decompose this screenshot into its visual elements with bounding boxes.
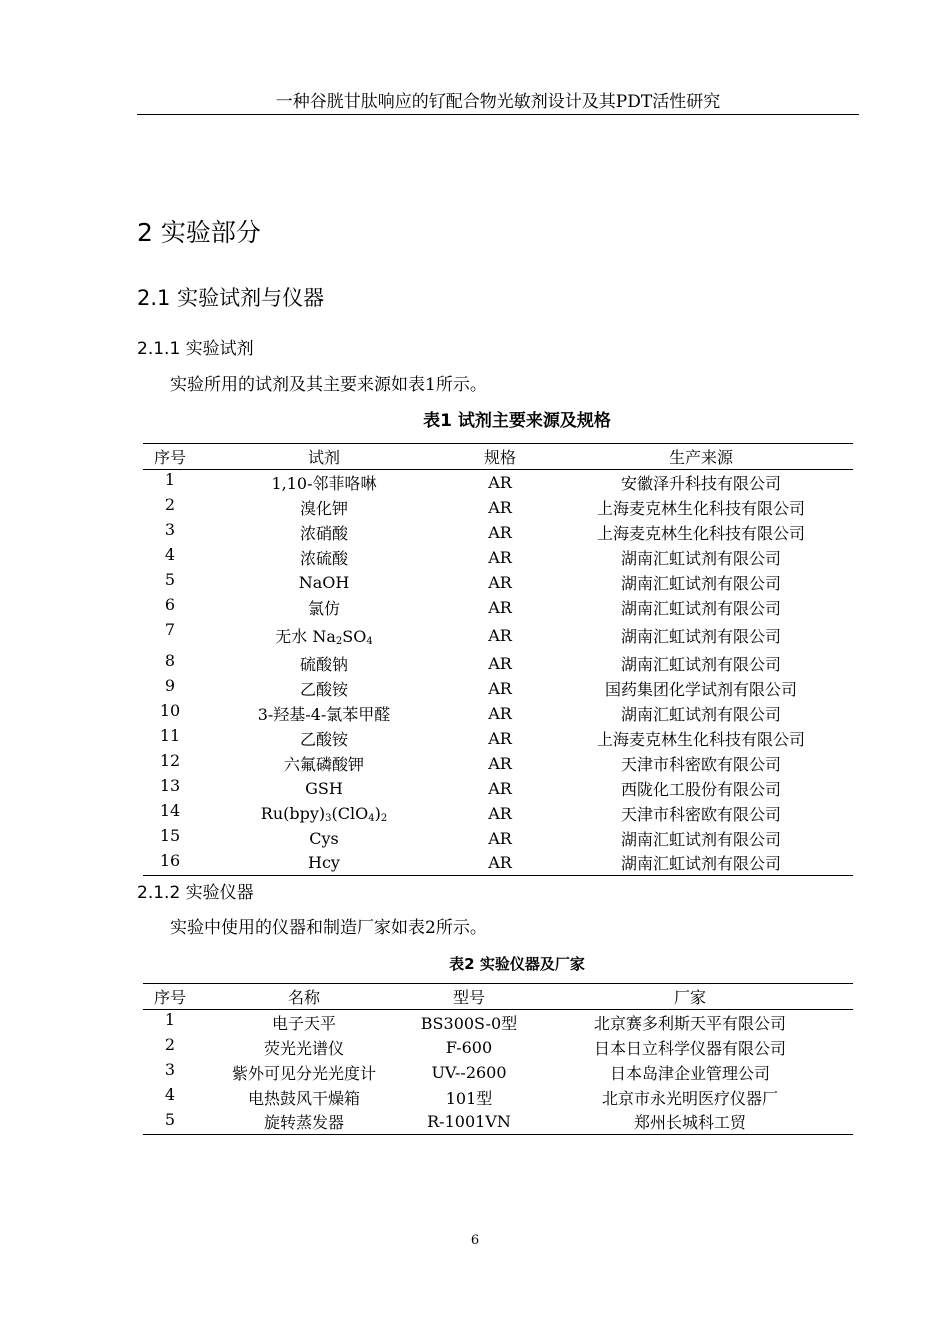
reagents-intro: 实验所用的试剂及其主要来源如表1所示。: [170, 375, 487, 395]
table-row: [143, 726, 853, 751]
maker-cell: 北京赛多利斯天平有限公司: [593, 1013, 786, 1033]
subscript: 3: [325, 812, 332, 824]
source-cell: 安徽泽升科技有限公司: [620, 473, 781, 493]
row-number-cell: 9: [164, 675, 176, 695]
row-number-cell: 6: [164, 594, 176, 614]
source-cell: 上海麦克林生化科技有限公司: [596, 729, 805, 749]
row-number-cell: 5: [164, 1109, 176, 1129]
table-row: [143, 676, 853, 701]
reagent-name-cell: 浓硫酸: [299, 548, 348, 568]
row-number-cell: 4: [164, 1084, 176, 1104]
reagent-name-cell: 乙酸铵: [299, 679, 348, 699]
table-row: [143, 776, 853, 801]
grade-cell: AR: [488, 522, 512, 542]
row-number-cell: 5: [164, 569, 176, 589]
column-header: 规格: [483, 448, 516, 467]
row-number-cell: 8: [164, 650, 176, 670]
table-row: [143, 701, 853, 726]
subsection-heading-reagents: 2.1.1 实验试剂: [137, 339, 254, 359]
table-row: [143, 595, 853, 620]
subscript: 2: [335, 635, 343, 647]
grade-cell: AR: [488, 497, 512, 517]
maker-cell: 日本日立科学仪器有限公司: [593, 1038, 786, 1058]
model-cell: 101型: [445, 1088, 493, 1108]
table-row: [143, 851, 853, 876]
instruments-intro: 实验中使用的仪器和制造厂家如表2所示。: [170, 918, 487, 938]
column-header: 生产来源: [668, 448, 733, 467]
model-cell: BS300S-0型: [420, 1013, 518, 1033]
instrument-name-cell: 紫外可见分光光度计: [231, 1063, 376, 1083]
subsection-heading-instruments: 2.1.2 实验仪器: [137, 883, 254, 903]
table-row: [143, 1035, 853, 1060]
table-row: [143, 801, 853, 826]
row-number-cell: 16: [159, 850, 181, 870]
grade-cell: AR: [488, 753, 512, 773]
table-row: [143, 520, 853, 545]
reagent-name-cell: 溴化钾: [299, 498, 348, 518]
source-cell: 湖南汇虹试剂有限公司: [620, 704, 781, 724]
reagent-name-cell: 1,10-邻菲咯啉: [271, 473, 377, 493]
reagent-name-cell: Hcy: [308, 853, 340, 873]
table-row: [143, 545, 853, 570]
table-row: [143, 751, 853, 776]
reagent-name-cell: 3-羟基-4-氯苯甲醛: [257, 704, 391, 724]
column-header: 序号: [153, 448, 186, 467]
reagent-name-cell: NaOH: [298, 572, 350, 592]
instrument-name-cell: 电子天平: [271, 1013, 336, 1033]
source-cell: 上海麦克林生化科技有限公司: [596, 498, 805, 518]
row-number-cell: 4: [164, 544, 176, 564]
formula-text: (ClO: [331, 803, 369, 823]
reagent-name-cell: 硫酸钠: [299, 654, 348, 674]
source-cell: 湖南汇虹试剂有限公司: [620, 598, 781, 618]
grade-cell: AR: [488, 625, 512, 645]
row-number-cell: 15: [159, 825, 181, 845]
table-header-row: [143, 984, 853, 1010]
instruments-table-body: [143, 1010, 853, 1135]
table-row: [143, 1060, 853, 1085]
header-rule: [137, 114, 859, 115]
grade-cell: AR: [488, 597, 512, 617]
instruments-table: [143, 983, 853, 1135]
subscript: 4: [366, 635, 373, 647]
reagent-name-cell: GSH: [305, 778, 343, 798]
table-row: [143, 1110, 853, 1135]
table-row: [143, 1010, 853, 1035]
table-row: [143, 495, 853, 520]
grade-cell: AR: [488, 828, 512, 848]
row-number-cell: 14: [159, 800, 181, 820]
table-header-row: [143, 444, 853, 470]
maker-cell: 郑州长城科工贸: [633, 1113, 746, 1133]
grade-cell: AR: [488, 472, 512, 492]
row-number-cell: 10: [159, 700, 181, 720]
maker-cell: 日本岛津企业管理公司: [609, 1063, 770, 1083]
row-number-cell: 3: [164, 519, 176, 539]
row-number-cell: 1: [164, 1010, 176, 1029]
model-cell: R-1001VN: [427, 1112, 511, 1132]
chapter-heading: 2 实验部分: [137, 218, 261, 247]
formula-text: SO: [342, 626, 367, 646]
table-row: [143, 620, 853, 651]
column-header: 试剂: [307, 448, 340, 467]
source-cell: 湖南汇虹试剂有限公司: [620, 854, 781, 874]
instrument-name-cell: 电热鼓风干燥箱: [247, 1088, 360, 1108]
source-cell: 西陇化工股份有限公司: [620, 779, 781, 799]
row-number-cell: 2: [164, 494, 176, 514]
grade-cell: AR: [488, 547, 512, 567]
row-number-cell: 3: [164, 1059, 176, 1079]
grade-cell: AR: [488, 728, 512, 748]
subscript: 2: [380, 812, 388, 824]
formula-text: 无水 Na: [275, 626, 336, 646]
source-cell: 天津市科密欧有限公司: [620, 804, 781, 824]
instrument-name-cell: 旋转蒸发器: [263, 1113, 344, 1133]
source-cell: 湖南汇虹试剂有限公司: [620, 573, 781, 593]
reagent-name-cell: Cys: [309, 828, 339, 848]
grade-cell: AR: [488, 703, 512, 723]
table-row: [143, 570, 853, 595]
row-number-cell: 2: [164, 1034, 176, 1054]
source-cell: 天津市科密欧有限公司: [620, 754, 781, 774]
row-number-cell: 12: [159, 750, 181, 770]
grade-cell: AR: [488, 803, 512, 823]
grade-cell: AR: [488, 572, 512, 592]
subscript: 4: [368, 812, 375, 824]
section-heading: 2.1 实验试剂与仪器: [137, 286, 325, 310]
grade-cell: AR: [488, 778, 512, 798]
reagent-name-cell: 六氟磷酸钾: [283, 754, 364, 774]
grade-cell: AR: [488, 678, 512, 698]
column-header: 名称: [287, 988, 320, 1007]
grade-cell: AR: [488, 853, 512, 873]
row-number-cell: 7: [164, 619, 176, 639]
table1-caption: 表1 试剂主要来源及规格: [423, 411, 611, 431]
table-row: [143, 826, 853, 851]
reagents-table: [143, 443, 853, 876]
source-cell: 国药集团化学试剂有限公司: [604, 679, 797, 699]
table-row: [143, 651, 853, 676]
reagent-name-cell: [197, 620, 451, 651]
reagent-name-cell: [197, 801, 451, 826]
formula-text: ): [374, 803, 381, 823]
row-number-cell: 13: [159, 775, 181, 795]
reagent-name-cell: 氯仿: [307, 598, 340, 618]
reagent-name-cell: 乙酸铵: [299, 729, 348, 749]
source-cell: 湖南汇虹试剂有限公司: [620, 829, 781, 849]
source-cell: 上海麦克林生化科技有限公司: [596, 523, 805, 543]
column-header: 序号: [153, 988, 186, 1007]
row-number-cell: 1: [164, 470, 176, 489]
reagent-name-cell: 浓硝酸: [299, 523, 348, 543]
table2-caption: 表2 实验仪器及厂家: [449, 955, 585, 973]
formula-text: Ru(bpy): [260, 803, 326, 823]
instrument-name-cell: 荧光光谱仪: [263, 1038, 344, 1058]
reagents-table-body: [143, 470, 853, 876]
column-header: 型号: [452, 988, 485, 1007]
running-header: 一种谷胱甘肽响应的钌配合物光敏剂设计及其PDT活性研究: [275, 92, 721, 112]
model-cell: UV--2600: [431, 1062, 507, 1082]
page-number: 6: [470, 1233, 480, 1248]
row-number-cell: 11: [159, 725, 181, 745]
source-cell: 湖南汇虹试剂有限公司: [620, 654, 781, 674]
table-row: [143, 470, 853, 495]
table-row: [143, 1085, 853, 1110]
grade-cell: AR: [488, 653, 512, 673]
maker-cell: 北京市永光明医疗仪器厂: [601, 1088, 778, 1108]
column-header: 厂家: [673, 988, 706, 1007]
source-cell: 湖南汇虹试剂有限公司: [620, 626, 781, 646]
model-cell: F-600: [445, 1037, 493, 1057]
source-cell: 湖南汇虹试剂有限公司: [620, 548, 781, 568]
